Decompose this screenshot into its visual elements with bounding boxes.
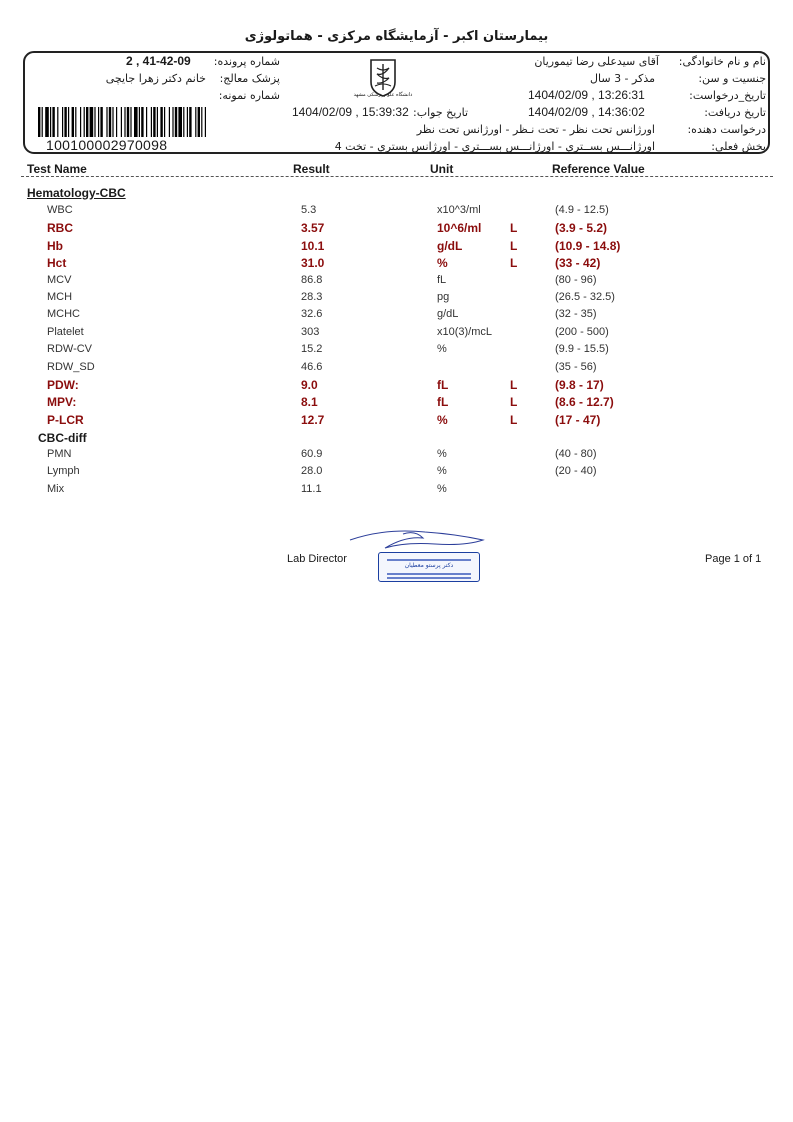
reference-value: (9.8 - 17) — [555, 378, 604, 392]
flag-value: L — [510, 221, 518, 236]
result-value: 60.9 — [301, 448, 323, 460]
table-row — [0, 204, 793, 221]
test-name: MCHC — [47, 308, 80, 321]
col-reference: Reference Value — [552, 162, 645, 176]
unit-value: g/dL — [437, 238, 463, 253]
test-name: MCV — [47, 273, 72, 286]
result-value: 86.8 — [301, 273, 323, 286]
reference-value: (17 - 47) — [555, 412, 601, 427]
result-value: 28.0 — [301, 465, 323, 478]
unit-value: % — [437, 256, 448, 271]
flag-value: L — [510, 238, 518, 253]
answer-date-label: تاریخ جواب: — [413, 106, 468, 119]
report-title: بیمارستان اکبر - آزمایشگاه مرکزی - هماتولوژی — [244, 29, 549, 44]
reference-value: (33 - 42) — [555, 256, 601, 271]
test-name: Hct — [47, 256, 67, 271]
section-title: Hematology-CBC — [27, 186, 126, 200]
result-value: 28.3 — [301, 291, 323, 303]
col-test-name: Test Name — [27, 162, 87, 176]
test-name: PDW: — [47, 378, 79, 392]
reference-value: (4.9 - 12.5) — [555, 204, 609, 216]
table-row — [0, 239, 793, 256]
result-value: 32.6 — [301, 308, 323, 321]
reference-value: (35 - 56) — [555, 360, 597, 373]
table-row — [0, 361, 793, 378]
table-row — [0, 448, 793, 465]
unit-value: pg — [437, 291, 450, 303]
reference-value: (8.6 - 12.7) — [555, 395, 614, 410]
col-unit: Unit — [430, 162, 454, 176]
test-name: P-LCR — [47, 412, 84, 427]
logo-caption: دانشگاه علوم پزشکی مشهد — [353, 92, 413, 98]
result-value: 11.1 — [301, 482, 322, 495]
flag-value: L — [510, 412, 518, 427]
reference-value: (9.9 - 15.5) — [555, 343, 609, 356]
table-row — [0, 483, 793, 500]
sample-no-label: شماره نمونه: — [218, 89, 280, 102]
unit-value: % — [437, 343, 447, 356]
table-row — [0, 343, 793, 360]
result-value: 9.0 — [301, 378, 318, 392]
unit-value: 10^6/ml — [437, 221, 482, 236]
name-value: آقای سیدعلی رضا تیموریان — [534, 55, 659, 68]
table-row — [0, 291, 793, 308]
table-row — [0, 465, 793, 482]
page-number: Page 1 of 1 — [705, 553, 762, 565]
physician-value: خانم دکتر زهرا جایچی — [105, 72, 206, 85]
reference-value: (3.9 - 5.2) — [555, 221, 608, 236]
result-value: 10.1 — [301, 238, 325, 253]
physician-label: پزشک معالج: — [219, 72, 280, 85]
reference-value: (80 - 96) — [555, 273, 597, 286]
test-name: RDW_SD — [47, 360, 95, 373]
unit-value: fL — [437, 378, 449, 392]
ward-value: اورژانـــس بســتري - اورژانـــس بســـتري - اورژانس بستري - تخت 4 — [334, 140, 655, 153]
ward-label: بخش فعلی: — [711, 140, 766, 153]
unit-value: % — [437, 482, 447, 495]
col-result: Result — [293, 162, 330, 176]
file-no-label: شماره پرونده: — [213, 55, 280, 68]
unit-value: % — [437, 448, 447, 460]
test-name: Hb — [47, 238, 63, 253]
unit-value: x10^3/ml — [437, 204, 481, 216]
gender-age-label: جنسیت و سن: — [698, 72, 766, 85]
table-row — [0, 413, 793, 430]
name-label: نام و نام خانوادگی: — [678, 55, 766, 68]
unit-value: % — [437, 465, 447, 478]
result-value: 31.0 — [301, 256, 325, 271]
flag-value: L — [510, 256, 518, 271]
flag-value: L — [510, 378, 518, 392]
test-name: PMN — [47, 448, 72, 460]
barcode-number: 10010000297009​8 — [46, 137, 168, 153]
lab-director: Lab Director — [287, 553, 347, 565]
director-stamp — [378, 552, 480, 582]
file-no-value: 2 , 41-42-09 — [126, 54, 191, 68]
result-value: 5.3 — [301, 204, 317, 216]
result-value: 15.2 — [301, 343, 323, 356]
receive-date-label: تاریخ دریافت: — [704, 106, 766, 119]
test-name: WBC — [47, 204, 73, 216]
result-value: 3.57 — [301, 221, 325, 236]
table-row — [0, 326, 793, 343]
reference-value: (200 - 500) — [555, 325, 609, 338]
test-name: MCH — [47, 291, 73, 303]
table-row — [0, 274, 793, 291]
requester-label: درخواست دهنده: — [687, 123, 766, 136]
result-value: 303 — [301, 325, 320, 338]
receive-date-value: 1404/02/09 , 14:36:02 — [528, 105, 645, 119]
table-row — [0, 395, 793, 412]
table-row — [0, 378, 793, 395]
subsection-title: CBC-diff — [38, 431, 87, 445]
unit-value: % — [437, 412, 448, 427]
request-date-value: 1404/02/09 , 13:26:31 — [528, 88, 645, 102]
table-row — [0, 308, 793, 325]
reference-value: (40 - 80) — [555, 448, 597, 460]
test-name: Lymph — [47, 465, 80, 478]
header-divider — [21, 176, 773, 177]
answer-date-value: 1404/02/09 , 15:39:32 — [292, 105, 409, 119]
test-name: RDW-CV — [47, 343, 93, 356]
unit-value: fL — [437, 395, 449, 410]
stamp-text: دکتر پرستو معطیان — [404, 562, 454, 569]
result-value: 8.1 — [301, 395, 318, 410]
table-row — [0, 221, 793, 238]
unit-value: fL — [437, 273, 447, 286]
request-date-label: تاریخ_درخواست: — [689, 89, 766, 102]
reference-value: (32 - 35) — [555, 308, 597, 321]
gender-age-value: مذکر - 3 سال — [590, 72, 655, 85]
unit-value: g/dL — [437, 308, 459, 321]
reference-value: (10.9 - 14.8) — [555, 238, 621, 253]
test-name: MPV: — [47, 395, 77, 410]
result-value: 46.6 — [301, 360, 323, 373]
table-row — [0, 256, 793, 273]
flag-value: L — [510, 395, 518, 410]
unit-value: x10(3)/mcL — [437, 325, 493, 338]
barcode-icon — [38, 107, 208, 137]
test-name: Mix — [47, 482, 65, 495]
requester-value: اورژانس تحت نظر - تحت نـظر - اورژانس تحت نظر — [416, 123, 655, 136]
reference-value: (26.5 - 32.5) — [555, 291, 615, 303]
test-name: RBC — [47, 221, 73, 236]
result-value: 12.7 — [301, 412, 325, 427]
test-name: Platelet — [47, 325, 84, 338]
reference-value: (20 - 40) — [555, 465, 597, 478]
